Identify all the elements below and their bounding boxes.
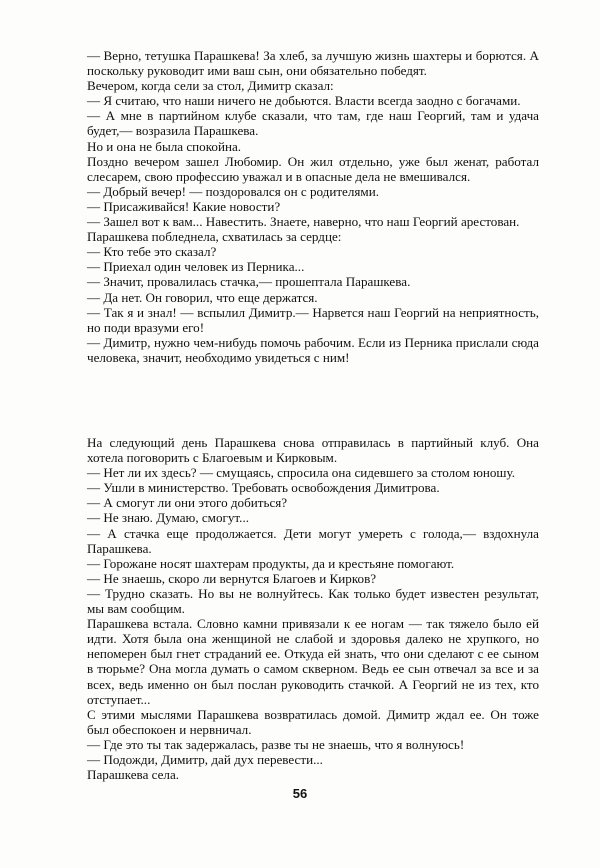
paragraph: На следующий день Парашкева снова отправилась в партийный клуб. Она хотела поговорить с Благоевым и Кирковым. [87,435,539,466]
paragraph: — Да нет. Он говорил, что еще держатся. [87,289,318,305]
paragraph: — Приехал один человек из Перника... [87,259,305,275]
paragraph: — Ушли в министерство. Требовать освобождения Димитрова. [87,480,440,496]
text-section-1 [87,48,539,365]
paragraph: Парашкева побледнела, схватилась за сердце: [87,229,342,245]
paragraph: Вечером, когда сели за стол, Димитр сказал: [87,78,334,94]
paragraph: — Димитр, нужно чем-нибудь помочь рабочим. Если из Перника прислали сюда человека, значит, необходимо увидеться с ним! [87,334,539,365]
paragraph: — Присаживайся! Какие новости? [87,198,281,214]
page-number: 56 [292,786,308,801]
paragraph: — Подожди, Димитр, дай дух перевести... [87,751,323,767]
paragraph: — А мне в партийном клубе сказали, что там, где наш Георгий, там и удача будет,— возразила Парашкева. [87,108,539,139]
paragraph: — А стачка еще продолжается. Дети могут умереть с голода,— вздохнула Парашкева. [87,525,539,556]
paragraph: — Значит, провалилась стачка,— прошептала Парашкева. [87,274,411,290]
paragraph: — Горожане носят шахтерам продукты, да и крестьяне помогают. [87,555,455,571]
paragraph: — Зашел вот к вам... Навестить. Знаете, наверно, что наш Георгий арестован. [87,214,520,230]
paragraph: — А смогут ли они этого добиться? [87,495,288,511]
paragraph: — Верно, тетушка Парашкева! За хлеб, за лучшую жизнь шахтеры и борются. А поскольку руководит ими ваш сын, они обязательно победят. [87,48,539,79]
paragraph: Поздно вечером зашел Любомир. Он жил отдельно, уже был женат, работал слесарем, свою профессию уважал и в опасные дела не вмешивался. [87,153,539,184]
paragraph: Но и она не была спокойна. [87,138,242,154]
paragraph: — Где это ты так задержалась, разве ты не знаешь, что я волнуюсь! [87,736,465,752]
paragraph: — Кто тебе это сказал? [87,244,217,260]
paragraph: — Так я и знал! — вспылил Димитр.— Нарвется наш Георгий на неприятность, но поди вразуми его! [87,304,539,335]
paragraph: — Добрый вечер! — поздоровался он с родителями. [87,183,379,199]
paragraph: Парашкева встала. Словно камни привязали к ее ногам — так тяжело было ей идти. Хотя была она женщиной не слабой и здоровья далеко не хрупкого, но непомерен был гнет страданий ее. Откуда ей знать, что они сделают с ее сыном в тюрьме? Она могла думать о самом скверном. Ведь ее сын отвечал за все и за всех, ведь именно он был послан руководить стачкой. А Георгий не из тех, кто отступает... [87,616,539,707]
paragraph: — Я считаю, что наши ничего не добьются. Власти всегда заодно с богачами. [87,93,521,109]
paragraph: С этими мыслями Парашкева возвратилась домой. Димитр ждал ее. Он тоже был обеспокоен и нервничал. [87,706,539,737]
text-section-2 [87,435,539,782]
paragraph: — Не знаешь, скоро ли вернутся Благоев и Кирков? [87,570,377,586]
paragraph: — Не знаю. Думаю, смогут... [87,510,249,526]
paragraph: — Трудно сказать. Но вы не волнуйтесь. Как только будет известен результат, мы вам сообщим. [87,585,539,617]
paragraph: Парашкева села. [87,767,180,783]
paragraph: — Нет ли их здесь? — смущаясь, спросила она сидевшего за столом юношу. [87,465,515,481]
